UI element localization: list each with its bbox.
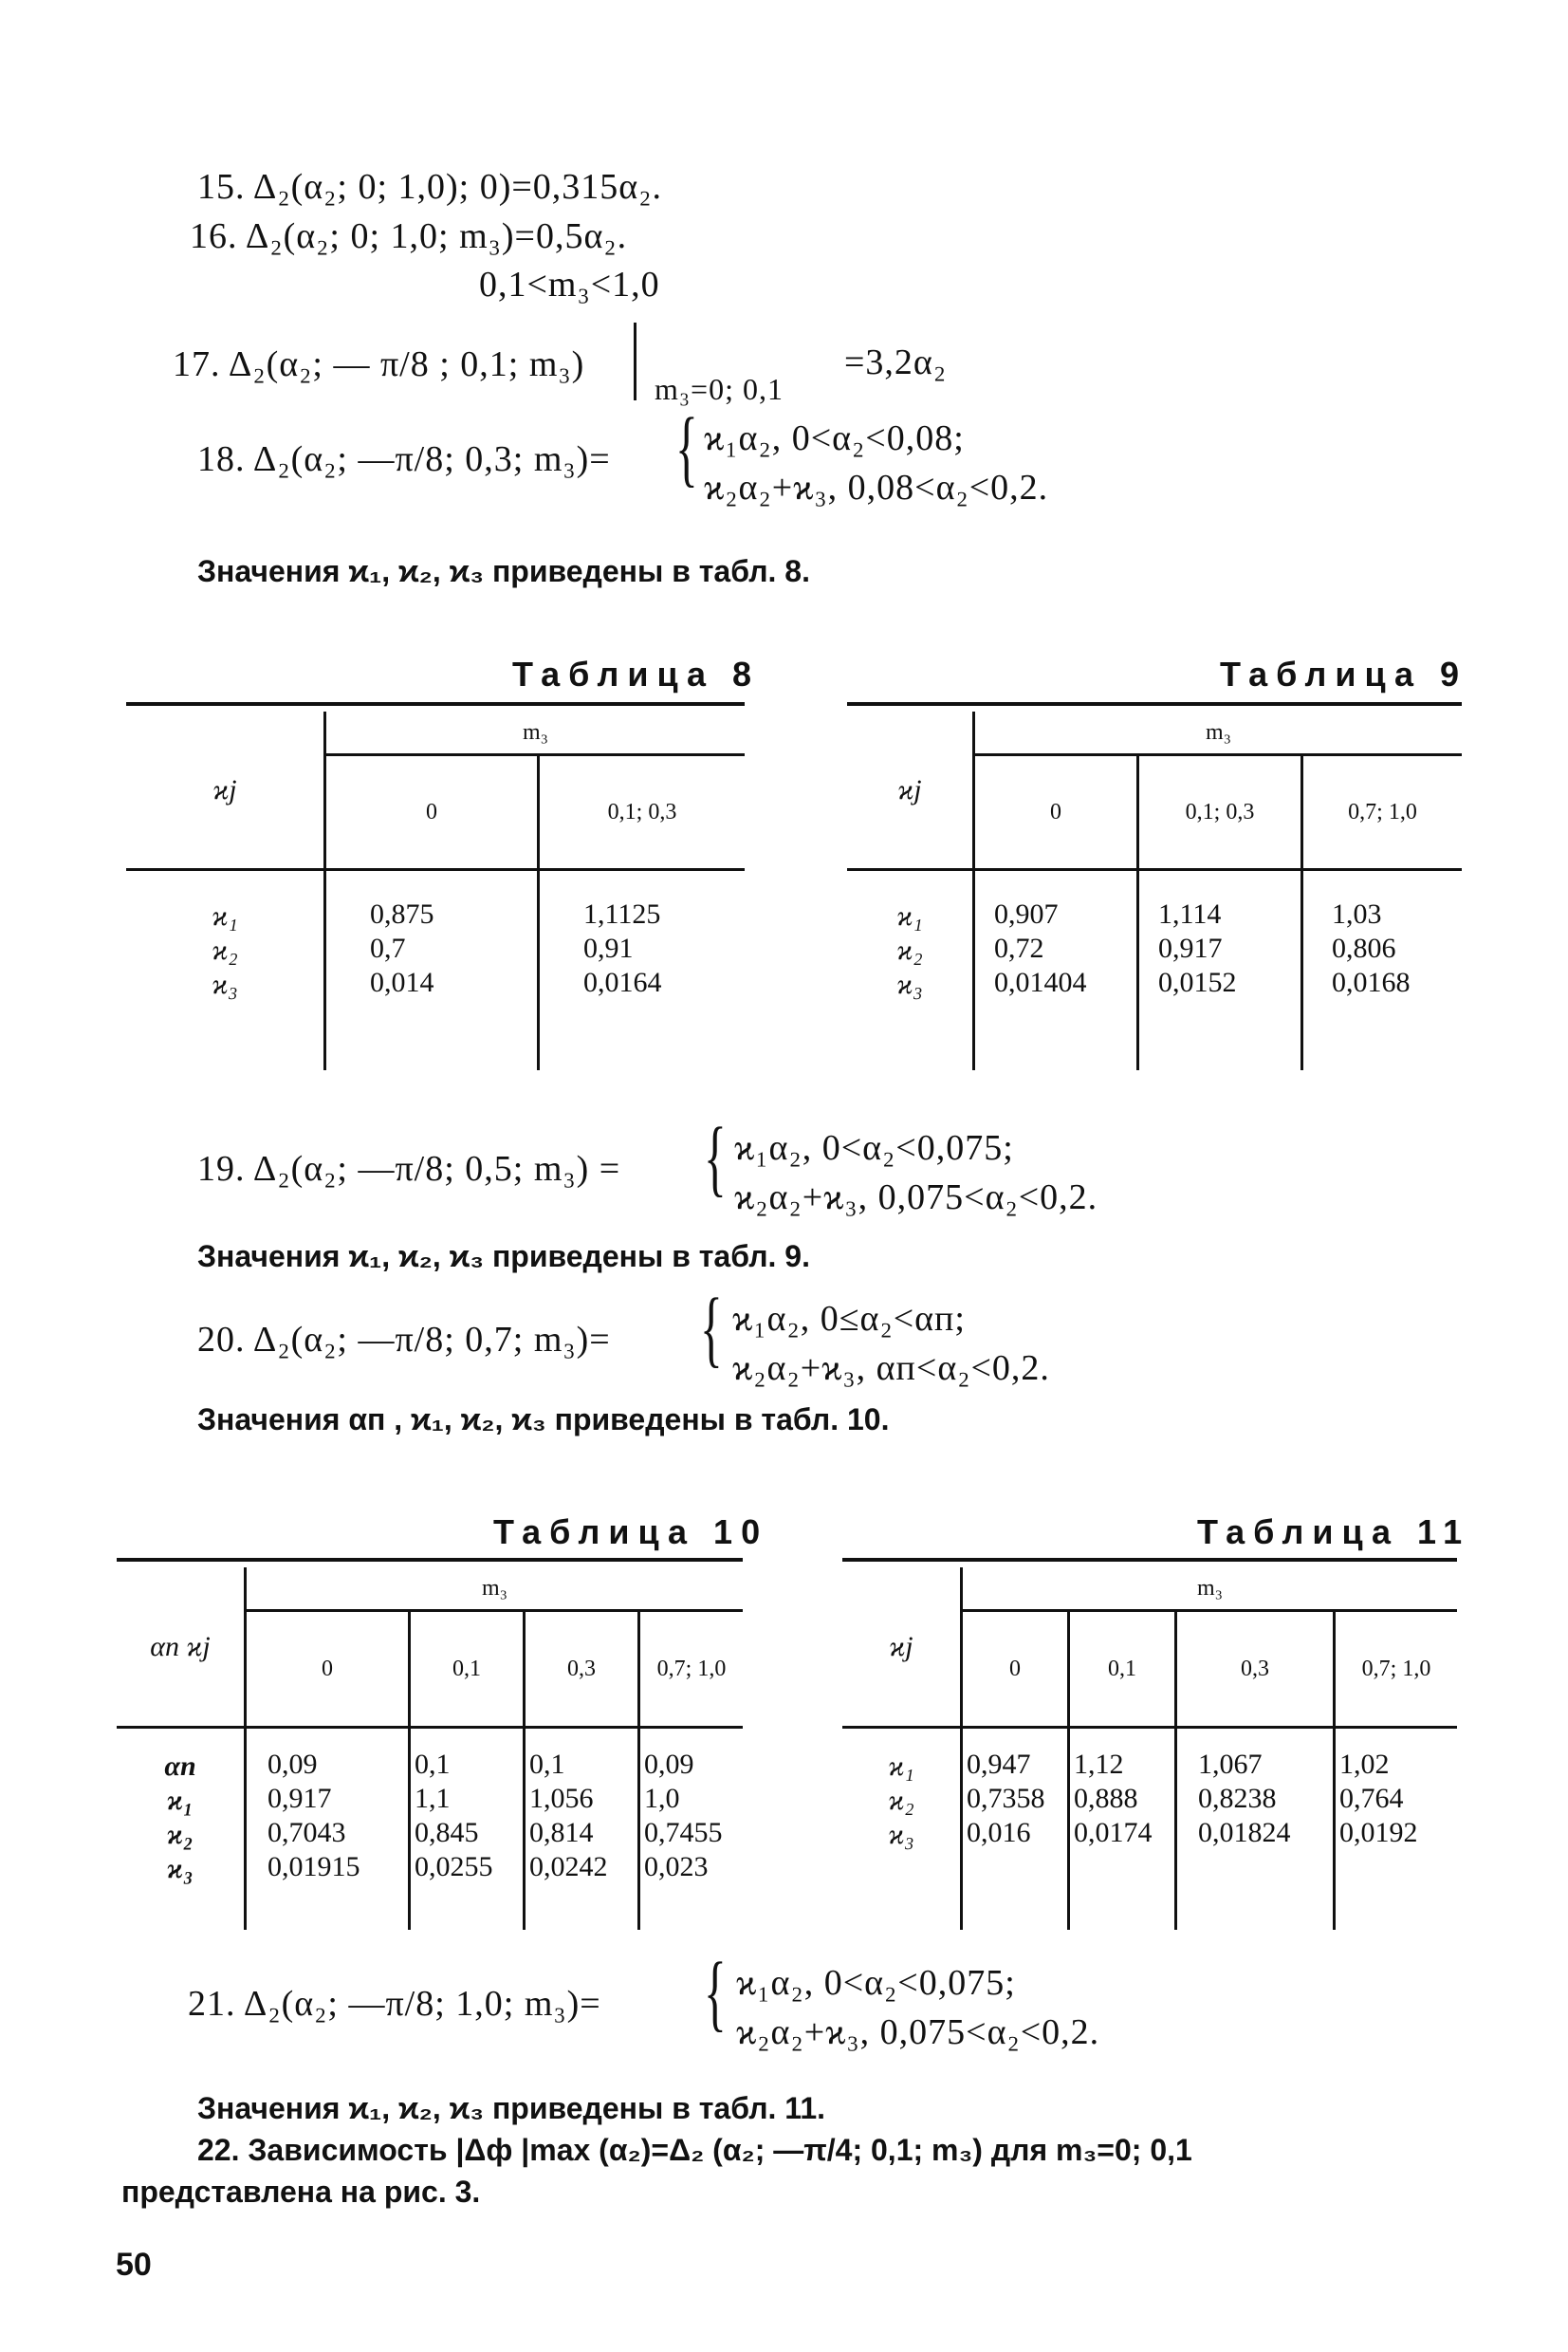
table10-sym: αп xyxy=(164,1750,196,1782)
table11-sym: ϰ₁ xyxy=(888,1750,914,1782)
table-cell: 0,0174 xyxy=(1074,1817,1153,1848)
paragraph-22-line2: представлена на рис. 3. xyxy=(121,2175,481,2209)
formula-17-rhs: =3,2α₂ xyxy=(844,343,948,382)
table9-col-1: 0,1; 0,3 xyxy=(1138,755,1302,870)
table11-col1-values xyxy=(1069,1729,1176,1930)
table11-group-header: m₃ xyxy=(962,1567,1458,1611)
table-cell: 0,806 xyxy=(1332,933,1396,964)
table10-row-header: αп ϰj xyxy=(150,1630,211,1662)
brace-19: { xyxy=(704,1111,727,1205)
table9-caption: Таблица 9 xyxy=(1220,655,1468,694)
table11-symbols xyxy=(842,1729,962,1930)
formula-21-lhs: 21. Δ₂(α₂; —π/8; 1,0; m₃)= xyxy=(188,1984,601,2024)
table-cell: 0,014 xyxy=(370,967,434,998)
table-cell: 0,01824 xyxy=(1198,1817,1291,1848)
formula-17-subscript: m₃=0; 0,1 xyxy=(655,372,784,406)
table-cell: 0,0192 xyxy=(1339,1817,1418,1848)
table10-col-1: 0,1 xyxy=(410,1611,525,1728)
table-cell: 0,01404 xyxy=(994,967,1087,998)
table-cell: 1,067 xyxy=(1198,1749,1263,1780)
table9-col-2: 0,7; 1,0 xyxy=(1302,755,1463,870)
table9-group-header: m₃ xyxy=(974,712,1463,755)
table-cell: 0,72 xyxy=(994,933,1044,964)
table10-col0-values xyxy=(246,1729,410,1930)
table8-row-header: ϰj xyxy=(212,773,237,806)
brace-21: { xyxy=(704,1946,727,2040)
table11-col2-values xyxy=(1176,1729,1335,1930)
table9-symbols xyxy=(847,871,974,1070)
table8-sym: ϰ₂ xyxy=(212,935,238,966)
table11-sym: ϰ₂ xyxy=(888,1785,914,1816)
table-cell: 0,09 xyxy=(644,1749,694,1780)
table8-sym: ϰ₃ xyxy=(212,969,238,1000)
table-cell: 0,0152 xyxy=(1158,967,1237,998)
table9 xyxy=(847,702,1462,1070)
table8 xyxy=(126,702,745,1070)
table9-col1-values xyxy=(1138,871,1302,1070)
table-cell: 1,02 xyxy=(1339,1749,1390,1780)
note-table9: Значения ϰ₁, ϰ₂, ϰ₃ приведены в табл. 9. xyxy=(197,1239,810,1273)
formula-21-case2: ϰ₂α₂+ϰ₃, 0,075<α₂<0,2. xyxy=(736,2012,1100,2052)
table-cell: 0,917 xyxy=(1158,933,1223,964)
note-table10: Значения αп , ϰ₁, ϰ₂, ϰ₃ приведены в табл. 10. xyxy=(197,1402,890,1436)
table8-symbols xyxy=(126,871,325,1070)
formula-19-lhs: 19. Δ₂(α₂; —π/8; 0,5; m₃) = xyxy=(197,1149,621,1189)
table9-sym: ϰ₂ xyxy=(896,935,923,966)
table-cell: 0,947 xyxy=(967,1749,1031,1780)
table11-caption: Таблица 11 xyxy=(1197,1512,1471,1551)
table10-col-3: 0,7; 1,0 xyxy=(639,1611,744,1728)
table10-symbols xyxy=(117,1729,246,1930)
note-table11: Значения ϰ₁, ϰ₂, ϰ₃ приведены в табл. 11. xyxy=(197,2091,826,2125)
formula-16: 16. Δ₂(α₂; 0; 1,0; m₃)=0,5α₂. xyxy=(190,216,628,256)
note-table8: Значения ϰ₁, ϰ₂, ϰ₃ приведены в табл. 8. xyxy=(197,554,810,588)
table-cell: 0,01915 xyxy=(267,1851,360,1882)
table-cell: 1,1125 xyxy=(583,898,661,930)
table8-col1-values xyxy=(539,871,746,1070)
formula-19-case1: ϰ₁α₂, 0<α₂<0,075; xyxy=(734,1128,1014,1168)
formula-20-lhs: 20. Δ₂(α₂; —π/8; 0,7; m₃)= xyxy=(197,1320,611,1360)
table-cell: 0,0168 xyxy=(1332,967,1411,998)
formula-16-condition: 0,1<m₃<1,0 xyxy=(479,265,660,305)
table9-col2-values xyxy=(1302,871,1463,1070)
table11-row-header: ϰj xyxy=(889,1630,913,1662)
formula-15: 15. Δ₂(α₂; 0; 1,0); 0)=0,315α₂. xyxy=(197,167,662,207)
formula-18-case1: ϰ₁α₂, 0<α₂<0,08; xyxy=(704,418,965,458)
table-cell: 0,888 xyxy=(1074,1783,1138,1814)
table10-group-header: m₃ xyxy=(246,1567,744,1611)
table10-col2-values xyxy=(525,1729,639,1930)
table10-col-2: 0,3 xyxy=(525,1611,639,1728)
table8-col-0: 0 xyxy=(325,755,539,870)
table-cell: 1,056 xyxy=(529,1783,594,1814)
table-cell: 0,0242 xyxy=(529,1851,608,1882)
table8-col-1: 0,1; 0,3 xyxy=(539,755,746,870)
table9-col0-values xyxy=(974,871,1138,1070)
table11-col-0: 0 xyxy=(962,1611,1069,1728)
table10-col3-values xyxy=(639,1729,744,1930)
table10-col-0: 0 xyxy=(246,1611,410,1728)
table-cell: 0,845 xyxy=(415,1817,479,1848)
formula-18-lhs: 18. Δ₂(α₂; —π/8; 0,3; m₃)= xyxy=(197,439,611,479)
table-cell: 0,7 xyxy=(370,933,406,964)
table11-col3-values xyxy=(1335,1729,1458,1930)
table-cell: 0,1 xyxy=(415,1749,451,1780)
table-cell: 0,907 xyxy=(994,898,1059,930)
table8-col0-values xyxy=(325,871,539,1070)
table-cell: 1,1 xyxy=(415,1783,451,1814)
table-cell: 0,7455 xyxy=(644,1817,723,1848)
table-cell: 1,03 xyxy=(1332,898,1382,930)
table10-sym: ϰ₃ xyxy=(167,1853,194,1884)
table-cell: 0,7043 xyxy=(267,1817,346,1848)
page-number: 50 xyxy=(116,2247,152,2283)
table-cell: 0,0164 xyxy=(583,967,662,998)
table9-row-header: ϰj xyxy=(897,773,922,806)
table-cell: 0,09 xyxy=(267,1749,318,1780)
formula-20-case2: ϰ₂α₂+ϰ₃, αп<α₂<0,2. xyxy=(732,1348,1050,1388)
formula-17-bar xyxy=(634,323,636,400)
table-cell: 0,764 xyxy=(1339,1783,1404,1814)
formula-17-lhs: 17. Δ₂(α₂; — π/8 ; 0,1; m₃) xyxy=(173,344,585,384)
table-cell: 0,875 xyxy=(370,898,434,930)
table9-col-0: 0 xyxy=(974,755,1138,870)
formula-19-case2: ϰ₂α₂+ϰ₃, 0,075<α₂<0,2. xyxy=(734,1177,1098,1217)
table8-group-header: m₃ xyxy=(325,712,746,755)
table-cell: 0,016 xyxy=(967,1817,1031,1848)
table10-sym: ϰ₁ xyxy=(167,1785,194,1816)
table-cell: 0,8238 xyxy=(1198,1783,1277,1814)
table8-sym: ϰ₁ xyxy=(212,900,238,932)
table-cell: 1,114 xyxy=(1158,898,1222,930)
table11 xyxy=(842,1558,1457,1930)
brace-18: { xyxy=(675,401,698,495)
table-cell: 0,91 xyxy=(583,933,634,964)
table10-sym: ϰ₂ xyxy=(167,1819,194,1850)
table10-col1-values xyxy=(410,1729,525,1930)
formula-21-case1: ϰ₁α₂, 0<α₂<0,075; xyxy=(736,1963,1016,2003)
table11-col-2: 0,3 xyxy=(1176,1611,1335,1728)
formula-20-case1: ϰ₁α₂, 0≤α₂<αп; xyxy=(732,1299,966,1339)
table-cell: 1,0 xyxy=(644,1783,680,1814)
table11-col0-values xyxy=(962,1729,1069,1930)
table-cell: 1,12 xyxy=(1074,1749,1124,1780)
table-cell: 0,1 xyxy=(529,1749,565,1780)
paragraph-22-line1: 22. Зависимость |Δф |max (α₂)=Δ₂ (α₂; —π/4; 0,1; m₃) для m₃=0; 0,1 xyxy=(197,2133,1192,2167)
table8-caption: Таблица 8 xyxy=(512,655,761,694)
table-cell: 0,0255 xyxy=(415,1851,493,1882)
table11-col-1: 0,1 xyxy=(1069,1611,1176,1728)
table-cell: 0,7358 xyxy=(967,1783,1045,1814)
table10 xyxy=(117,1558,743,1930)
table-cell: 0,917 xyxy=(267,1783,332,1814)
formula-18-case2: ϰ₂α₂+ϰ₃, 0,08<α₂<0,2. xyxy=(704,468,1049,508)
table11-col-3: 0,7; 1,0 xyxy=(1335,1611,1458,1728)
table9-sym: ϰ₃ xyxy=(896,969,923,1000)
table11-sym: ϰ₃ xyxy=(888,1819,914,1850)
table10-caption: Таблица 10 xyxy=(493,1512,769,1551)
brace-20: { xyxy=(700,1282,723,1376)
table-cell: 0,814 xyxy=(529,1817,594,1848)
table-cell: 0,023 xyxy=(644,1851,709,1882)
table9-sym: ϰ₁ xyxy=(896,900,923,932)
